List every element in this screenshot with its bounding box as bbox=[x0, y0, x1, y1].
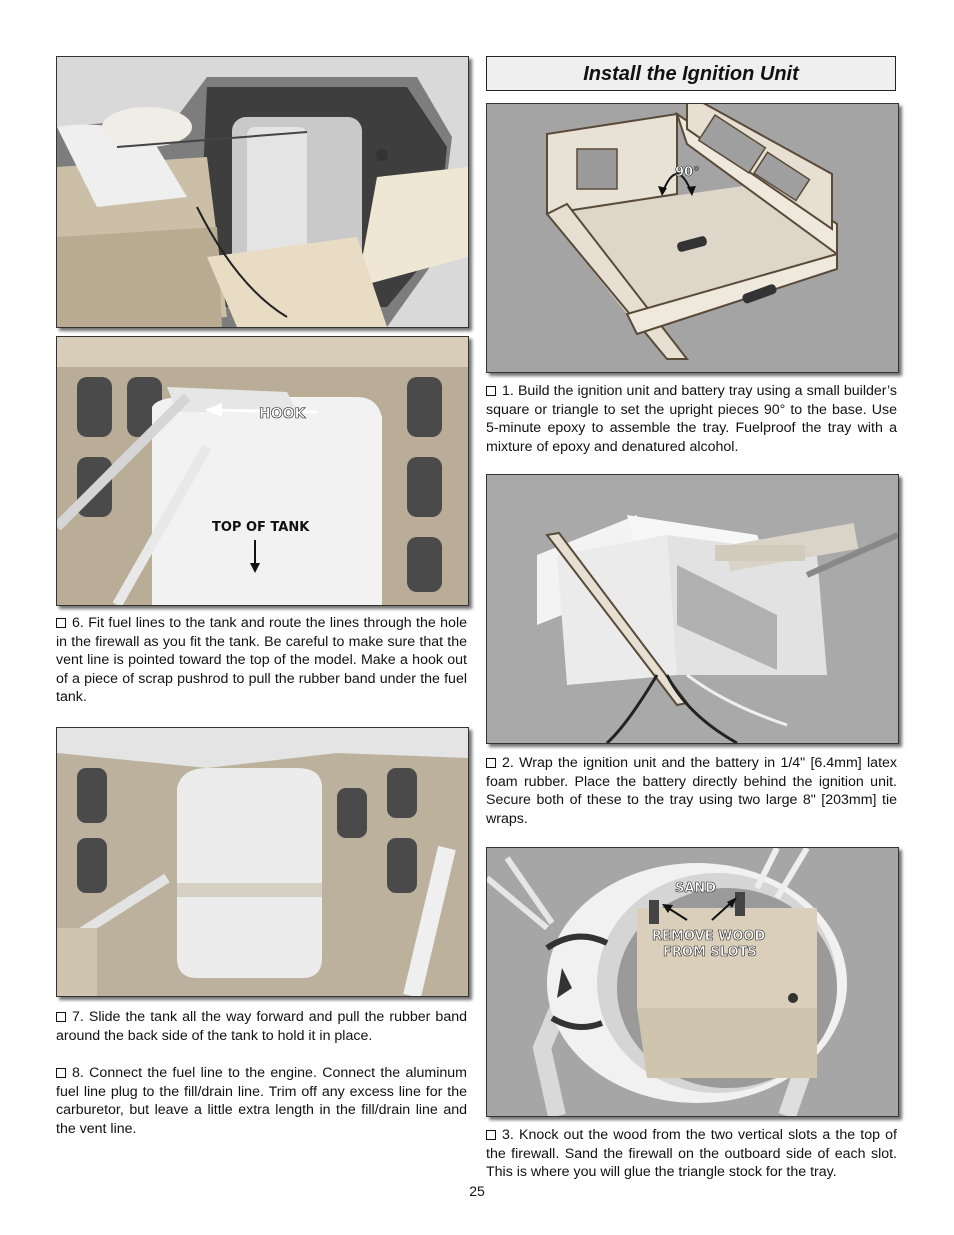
photo-tray bbox=[486, 103, 899, 373]
photo-firewall bbox=[486, 847, 899, 1117]
label-remove-wood: REMOVE WOOD bbox=[652, 929, 766, 944]
tray-with-units-illustration bbox=[487, 475, 898, 743]
step-8-content: 8. Connect the fuel line to the engine. Connect the aluminum fuel line plug to the fill/drain line. Trim off any excess line for the carburetor, but leave a little extra length in the fill/drain line and the vent line. bbox=[56, 1065, 467, 1137]
page-number: 25 bbox=[469, 1183, 485, 1199]
firewall-illustration bbox=[487, 848, 898, 1116]
step-2-content: 2. Wrap the ignition unit and the battery in 1/4" [6.4mm] latex foam rubber. Place the battery directly behind the ignition unit. Secure both of these to the tray using two large 8" [203mm] tie wraps. bbox=[486, 755, 897, 827]
photo-tank-forward bbox=[56, 727, 469, 997]
step-2-text bbox=[486, 754, 897, 828]
photo-tank-install bbox=[56, 56, 469, 328]
step-8-text bbox=[56, 1064, 467, 1138]
step-1-checkbox[interactable] bbox=[486, 386, 496, 396]
step-7-text bbox=[56, 1008, 467, 1045]
label-90-degrees: 90° bbox=[675, 165, 700, 180]
label-sand: SAND bbox=[675, 881, 717, 896]
step-7-content: 7. Slide the tank all the way forward and pull the rubber band around the back side of the tank to hold it in place. bbox=[56, 1009, 467, 1044]
step-2-checkbox[interactable] bbox=[486, 758, 496, 768]
step-3-text bbox=[486, 1126, 897, 1182]
tank-install-illustration bbox=[57, 57, 468, 327]
section-title: Install the Ignition Unit bbox=[486, 56, 896, 91]
step-6-checkbox[interactable] bbox=[56, 618, 66, 628]
tank-hook-illustration bbox=[57, 337, 468, 605]
label-hook: HOOK bbox=[259, 406, 306, 422]
step-8-checkbox[interactable] bbox=[56, 1068, 66, 1078]
step-1-content: 1. Build the ignition unit and battery tray using a small builder’s square or triangle to set the upright pieces 90° to the base. Use 5-minute epoxy to assemble the tray. Fuelproof the tray with a mixture of epoxy and denatured alcohol. bbox=[486, 383, 897, 455]
step-6-text bbox=[56, 614, 467, 707]
step-1-text bbox=[486, 382, 897, 456]
step-3-content: 3. Knock out the wood from the two vertical slots a the top of the firewall. Sand the firewall on the outboard side of each slot. This is where you will glue the triangle stock for the tray. bbox=[486, 1127, 897, 1181]
label-from-slots: FROM SLOTS bbox=[663, 945, 757, 960]
step-3-checkbox[interactable] bbox=[486, 1130, 496, 1140]
step-6-content: 6. Fit fuel lines to the tank and route the lines through the hole in the firewall as you fit the tank. Be careful to make sure that the vent line is pointed toward the top of the model. Make a hook out of a piece of scrap pushrod to pull the rubber band under the fuel tank. bbox=[56, 615, 467, 706]
label-top-of-tank: TOP OF TANK bbox=[212, 520, 310, 535]
photo-tank-hook bbox=[56, 336, 469, 606]
tank-forward-illustration bbox=[57, 728, 468, 996]
photo-tray-with-units bbox=[486, 474, 899, 744]
step-7-checkbox[interactable] bbox=[56, 1012, 66, 1022]
tray-illustration bbox=[487, 104, 898, 372]
